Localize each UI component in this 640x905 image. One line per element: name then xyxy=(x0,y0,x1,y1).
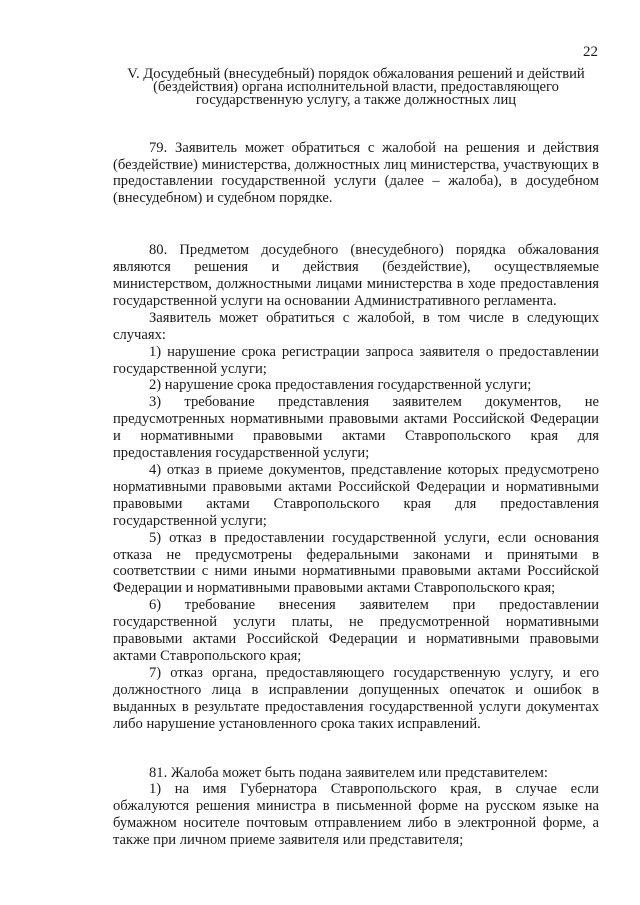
page-number: 22 xyxy=(583,44,598,60)
list-item-6: 6) требование внесения заявителем при предоставлении государственной услуги платы, не предусмотренной нормативными правовыми актами Российской Федерации и нормативными правовыми актами Ставропольского края; xyxy=(113,597,599,664)
paragraph-79: 79. Заявитель может обратиться с жалобой на решения и действия (бездействие) министерства, должностных лиц министерства, участвующих в предоставлении государственной услуги (далее – жалоба), в досудебном (внесудебном) и судебном порядке. xyxy=(113,139,599,207)
section-heading: V. Досудебный (внесудебный) порядок обжалования решений и действий (бездействия) органа исполнительной власти, предоставляющего государственную услугу, а также должностных лиц xyxy=(127,66,585,109)
list-item-2: 2) нарушение срока предоставления государственной услуги; xyxy=(149,377,532,394)
document-body xyxy=(113,68,599,849)
list-item-7: 7) отказ органа, предоставляющего государственную услугу, и его должностного лица в исправлении допущенных опечаток и ошибок в выданных в результате предоставления государственной услуги документах либо нарушение установленного срока таких исправлений. xyxy=(113,664,599,732)
paragraph-81: 81. Жалоба может быть подана заявителем или представителем: xyxy=(149,764,548,781)
paragraph-80: 80. Предметом досудебного (внесудебного) порядка обжалования являются решения и действия (бездействие), осуществляемые министерством, должностными лицами министерства в ходе предоставления государственной услуги на основании Административного регламента. xyxy=(113,242,599,309)
list-item-81-1: 1) на имя Губернатора Ставропольского края, в случае если обжалуются решения министра в письменной форме на русском языке на бумажном носителе почтовым отправлением либо в электронной форме, а также при личном приеме заявителя или представителя; xyxy=(113,781,599,849)
list-item-4: 4) отказ в приеме документов, представление которых предусмотрено нормативными правовыми актами Российской Федерации и нормативными правовыми актами Ставропольского края для предоставления государственной услуги; xyxy=(113,462,599,529)
list-item-3: 3) требование представления заявителем документов, не предусмотренных нормативными правовыми актами Российской Федерации и нормативными правовыми актами Ставропольского края для предоставления государственной услуги; xyxy=(113,394,599,462)
list-item-1: 1) нарушение срока регистрации запроса заявителя о предоставлении государственной услуги; xyxy=(113,343,599,377)
list-item-5: 5) отказ в предоставлении государственной услуги, если основания отказа не предусмотрены федеральными законами и принятыми в соответствии с ними иными нормативными правовыми актами Российской Федерации и нормативными правовыми актами Ставропольского края; xyxy=(113,529,599,597)
paragraph-cases-intro: Заявитель может обратиться с жалобой, в том числе в следующих случаях: xyxy=(113,309,599,343)
